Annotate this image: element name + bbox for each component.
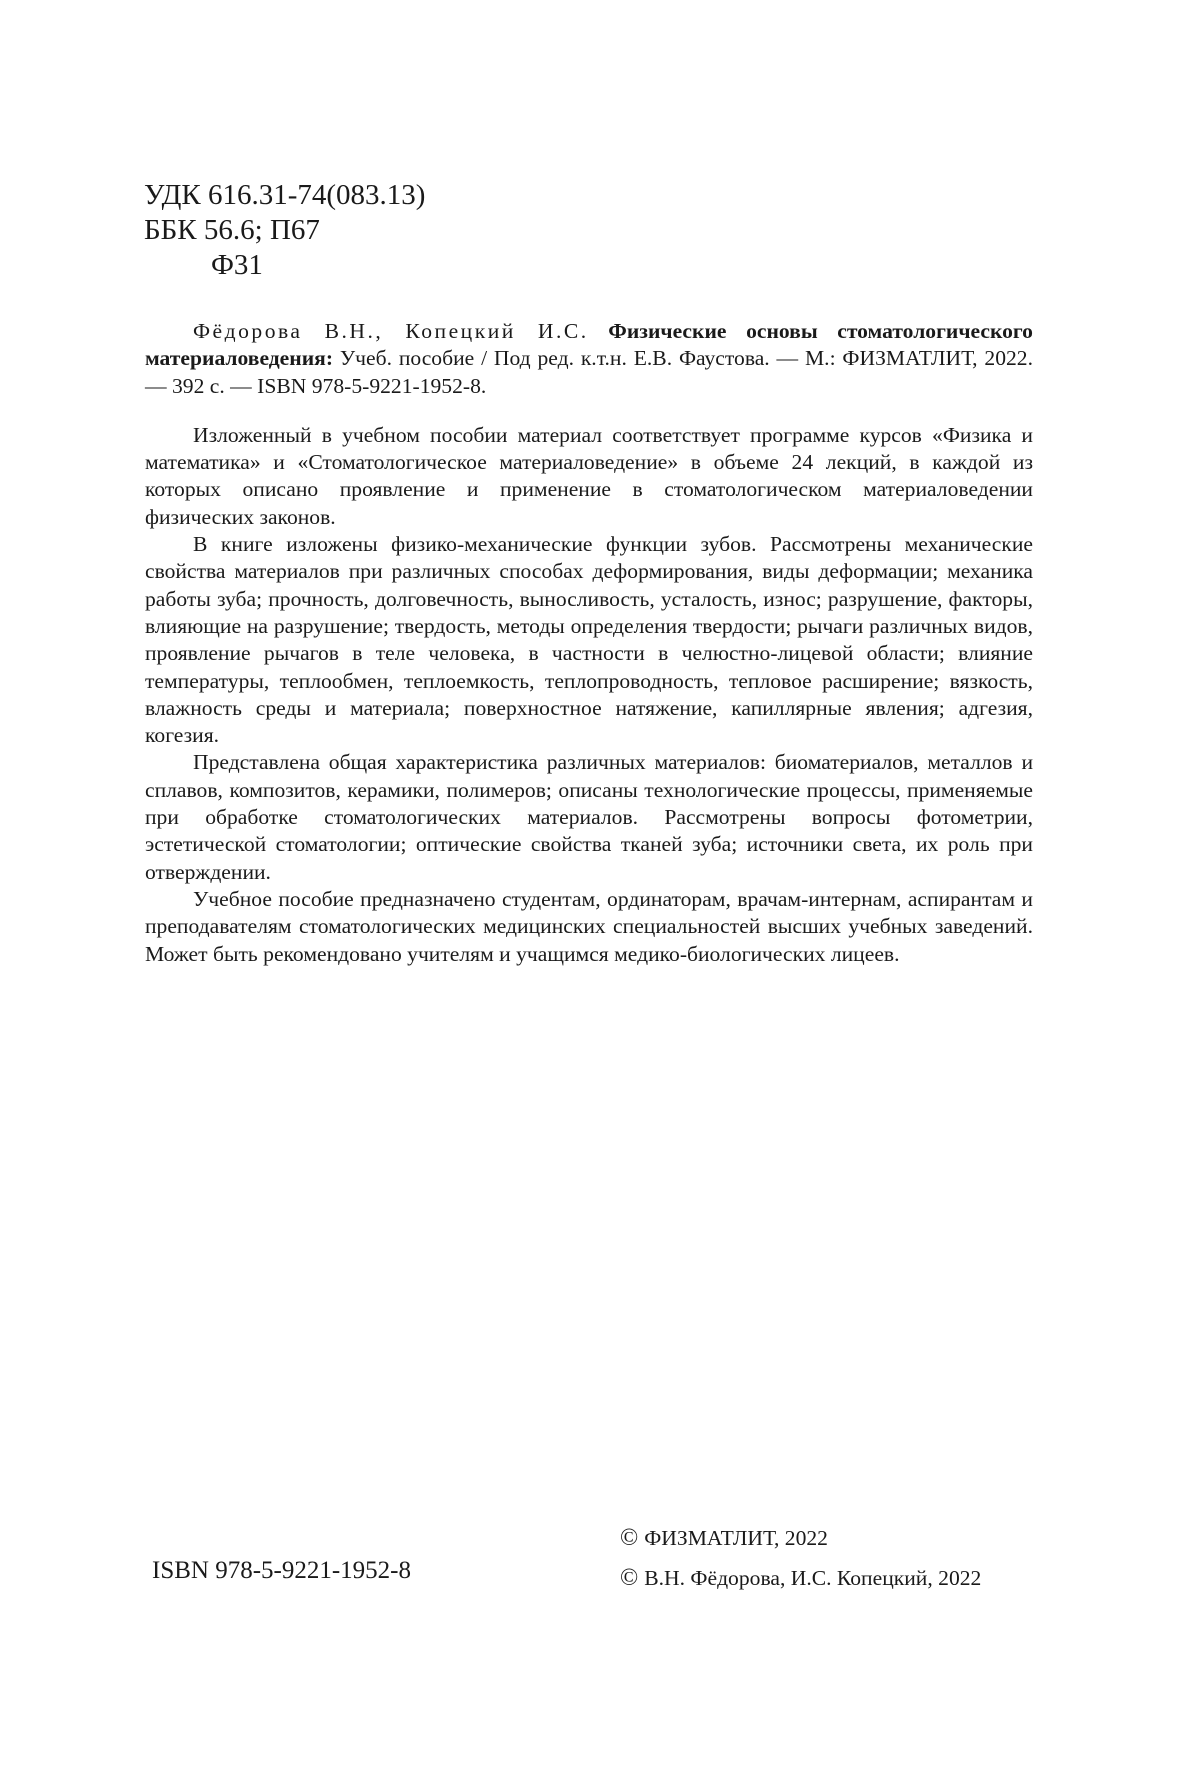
copyright-icon: © [620,1565,639,1591]
isbn-number: ISBN 978-5-9221-1952-8 [152,1557,412,1584]
copyright-authors: В.Н. Фёдорова, И.С. Копецкий, 2022 [644,1566,982,1590]
copyright-icon: © [620,1525,639,1551]
abstract-paragraph: Изложенный в учебном пособии материал соответствует программе курсов «Физика и математика» и «Стоматологическое материаловедение» в объеме 24 лекций, в каждой из которых описано проявление и применение в стоматологическом материаловедении физических законов. [145,422,1033,529]
udk-code: УДК 616.31-74(083.13) [144,179,426,211]
copyright-publisher: ФИЗМАТЛИТ, 2022 [644,1526,828,1550]
copyright-publisher-line [620,1518,981,1558]
bibliographic-citation [145,318,1033,400]
author-mark: Ф31 [211,249,263,281]
abstract-paragraph: В книге изложены физико-механические функции зубов. Рассмотрены механические свойства материалов при различных способах деформирования, виды деформации; механика работы зуба; прочность, долговечность, выносливость, усталость, износ; разрушение, факторы, влияющие на разрушение; твердость, методы определения твердости; рычаги различных видов, проявление рычагов в теле человека, в частности в челюстно-лицевой области; влияние температуры, теплообмен, теплоемкость, теплопроводность, тепловое расширение; вязкость, влажность среды и материала; поверхностное натяжение, капиллярные явления; адгезия, когезия. [145,532,1033,748]
copyright-block [620,1518,981,1598]
abstract-paragraph: Учебное пособие предназначено студентам, ординаторам, врачам-интернам, аспирантам и преподавателям стоматологических медицинских специальностей высших учебных заведений. Может быть рекомендовано учителям и учащимся медико-биологических лицеев. [145,886,1033,966]
abstract-paragraph: Представлена общая характеристика различных материалов: биоматериалов, металлов и сплавов, композитов, керамики, полимеров; описаны технологические процессы, применяемые при обработке стоматологических материалов. Рассмотрены вопросы фотометрии, эстетической стоматологии; оптические свойства тканей зуба; источники света, их роль при отверждении. [145,750,1033,884]
citation-title: Физические основы стоматологического материаловедения: [145,319,1033,371]
citation-authors: Фёдорова В.Н., Копецкий И.С. [193,319,589,343]
bbk-code: ББК 56.6; П67 [144,214,320,246]
citation-details: Учеб. пособие / Под ред. к.т.н. Е.В. Фаустова. — М.: ФИЗМАТЛИТ, 2022. — 392 с. — ISBN 978-5-9221-1952-8. [145,346,1033,398]
copyright-authors-line [620,1558,981,1598]
annotation-block [145,318,1033,968]
classification-codes [144,178,425,283]
